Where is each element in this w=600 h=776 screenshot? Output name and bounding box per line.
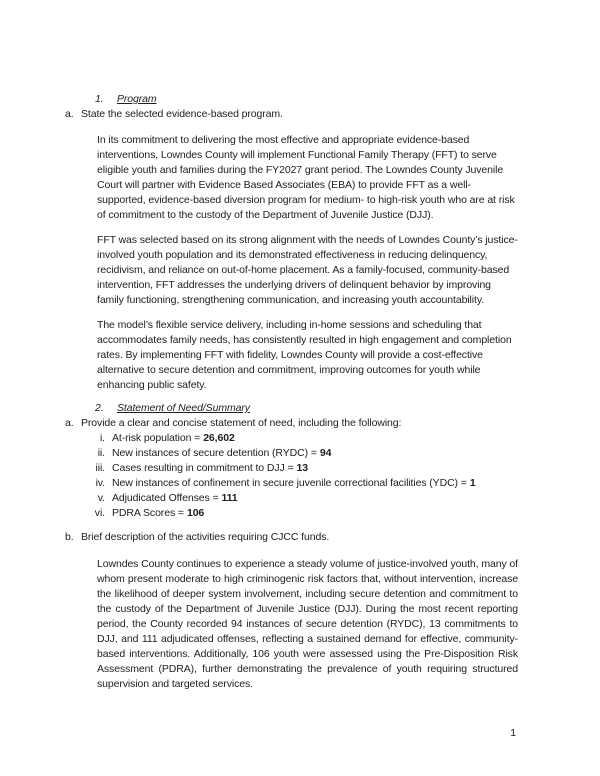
roman-numeral: vi. [94, 507, 105, 519]
paragraph-fft-commitment: In its commitment to delivering the most effective and appropriate evidence-based interventions, Lowndes County will implement Functional Family Therapy (FFT) to serve eligible youth and families during the FY2027 grant period. The Lowndes County Juvenile Court will partner with Evidence Based Associates (EBA) to provide FFT as a well-supported, evidence-based diversion program for medium- to high-risk youth who are at risk of commitment to the custody of the Department of Juvenile Justice (DJJ). [97, 134, 515, 221]
section-number: 1. [95, 93, 104, 105]
paragraph-fft-delivery: The model’s flexible service delivery, including in-home sessions and scheduling that accommodates family needs, has consistently resulted in high engagement and completion rates. By implementing FFT with fidelity, Lowndes County will provide a cost-effective alternative to secure detention and commitment, improving outcomes for youth while enhancing public safety. [97, 319, 512, 391]
stat-value: 111 [221, 492, 238, 504]
stat-label: Adjudicated Offenses = [112, 492, 219, 504]
need-item-at-risk-population [65, 431, 600, 446]
section-title: Statement of Need/Summary [117, 402, 250, 414]
list-item-a-state-program [65, 107, 600, 122]
need-item-djj-commitment [65, 461, 600, 476]
roman-numeral: iv. [95, 477, 105, 489]
need-statistics-list [65, 431, 600, 521]
need-item-ydc-confinement [65, 476, 600, 491]
stat-label: PDRA Scores = [112, 507, 184, 519]
roman-numeral: iii. [95, 462, 105, 474]
stat-value: 94 [319, 447, 332, 459]
roman-numeral: i. [99, 432, 105, 444]
need-item-pdra-scores [65, 506, 600, 521]
list-item-text: Provide a clear and concise statement of need, including the following: [81, 417, 402, 429]
stat-label: New instances of secure detention (RYDC) = [112, 447, 317, 459]
roman-numeral: ii. [97, 447, 105, 459]
paragraph-fft-selection: FFT was selected based on its strong alignment with the needs of Lowndes County’s justice-involved youth population and its demonstrated effectiveness in reducing delinquency, recidivism, and reliance on out-of-home placement. As a family-focused, community-based intervention, FFT addresses the underlying drivers of delinquent behavior by improving family functioning, strengthening communication, and increasing youth accountability. [97, 234, 518, 306]
stat-label: At-risk population = [112, 432, 201, 444]
stat-value: 1 [469, 477, 476, 489]
stat-value: 13 [296, 462, 308, 474]
stat-label: Cases resulting in commitment to DJJ = [112, 462, 294, 474]
paragraph-need-description: Lowndes County continues to experience a steady volume of justice-involved youth, many of whom present moderate to high criminogenic risk factors that, without intervention, increase the likelihood of deeper system involvement, including secure detention and commitment to the custody of the Department of Juvenile Justice (DJJ). During the most recent reporting period, the County recorded 94 instances of secure detention (RYDC), 13 commitments to DJJ, and 111 adjudicated offenses, reflecting a sustained demand for effective, community-based interventions. Additionally, 106 youth were assessed using the Pre-Disposition Risk Assessment (PDRA), further demonstrating the prevalence of youth requiring structured supervision and targeted services. [97, 558, 518, 690]
list-item-text: State the selected evidence-based program. [81, 108, 283, 120]
stat-value: 26,602 [203, 432, 235, 444]
need-item-adjudicated-offenses [65, 491, 600, 506]
list-marker: a. [65, 417, 74, 429]
roman-numeral: v. [97, 492, 105, 504]
section-title: Program [117, 93, 157, 105]
stat-value: 106 [186, 507, 205, 519]
list-marker: b. [65, 531, 74, 543]
need-item-secure-detention [65, 446, 600, 461]
list-item-b-brief-description [65, 530, 600, 545]
list-item-a-statement-of-need [65, 416, 600, 431]
section-heading-statement-of-need [95, 401, 600, 416]
list-item-text: Brief description of the activities requiring CJCC funds. [81, 531, 330, 543]
page-number: 1 [510, 727, 516, 739]
stat-label: New instances of confinement in secure juvenile correctional facilities (YDC) = [112, 477, 467, 489]
section-heading-program [95, 92, 600, 107]
section-number: 2. [95, 402, 104, 414]
list-marker: a. [65, 108, 74, 120]
